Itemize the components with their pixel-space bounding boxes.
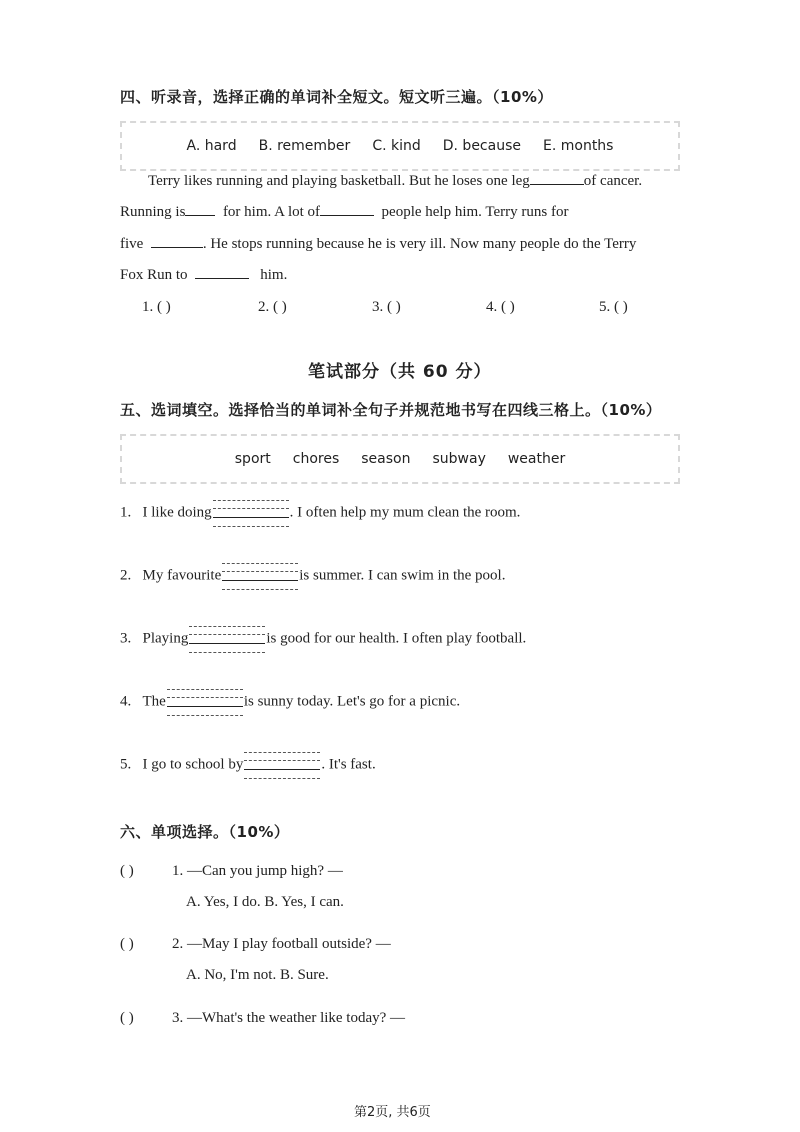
section6-q3-answer-paren[interactable]: ( ) xyxy=(120,1010,134,1026)
word-chores: chores xyxy=(292,451,340,467)
section5-word-box xyxy=(120,434,680,484)
blank-4[interactable] xyxy=(151,246,203,248)
section6-q1-options: A. Yes, I do. B. Yes, I can. xyxy=(186,894,344,910)
answer-3[interactable]: 3. ( ) xyxy=(372,299,401,315)
section5-question-2: 2. My favourite is summer. I can swim in the pool. xyxy=(120,561,505,591)
blank-2[interactable] xyxy=(185,214,215,216)
four-line-grid-2[interactable] xyxy=(222,561,298,591)
answer-2[interactable]: 2. ( ) xyxy=(258,299,287,315)
section4-heading: 四、听录音，选择正确的单词补全短文。短文听三遍。（10%） xyxy=(120,88,553,106)
passage-line-2: Running is for him. A lot of people help him. Terry runs for xyxy=(120,204,569,220)
section6-q2-options: A. No, I'm not. B. Sure. xyxy=(186,967,329,983)
section4-word-box xyxy=(120,121,680,171)
four-line-grid-3[interactable] xyxy=(189,624,265,654)
word-subway: subway xyxy=(432,451,486,467)
answer-4[interactable]: 4. ( ) xyxy=(486,299,515,315)
section6-heading: 六、单项选择。（10%） xyxy=(120,823,290,841)
blank-3[interactable] xyxy=(320,214,374,216)
page-footer: 第2页, 共6页 xyxy=(354,1105,431,1120)
blank-1[interactable] xyxy=(530,183,584,185)
word-season: season xyxy=(361,451,411,467)
passage-line-3: five . He stops running because he is very ill. Now many people do the Terry xyxy=(120,236,637,252)
part-title: 笔试部分（共 60 分） xyxy=(308,362,492,382)
four-line-grid-5[interactable] xyxy=(244,750,320,780)
section5-question-3: 3. Playing is good for our health. I often play football. xyxy=(120,624,526,654)
word-weather: weather xyxy=(507,451,566,467)
option-b: B. remember xyxy=(258,138,351,154)
four-line-grid-4[interactable] xyxy=(167,687,243,717)
option-d: D. because xyxy=(442,138,521,154)
section6-q2-text: 2. —May I play football outside? — xyxy=(172,936,391,952)
section6-q2-answer-paren[interactable]: ( ) xyxy=(120,936,134,952)
section5-question-5: 5. I go to school by . It's fast. xyxy=(120,750,376,780)
four-line-grid-1[interactable] xyxy=(213,498,289,528)
word-sport: sport xyxy=(234,451,271,467)
option-e: E. months xyxy=(543,138,614,154)
section6-q3-text: 3. —What's the weather like today? — xyxy=(172,1010,406,1026)
option-c: C. kind xyxy=(372,138,421,154)
section5-question-4: 4. The is sunny today. Let's go for a picnic. xyxy=(120,687,460,717)
section6-q1-answer-paren[interactable]: ( ) xyxy=(120,863,134,879)
option-a: A. hard xyxy=(186,138,237,154)
section5-heading: 五、选词填空。选择恰当的单词补全句子并规范地书写在四线三格上。（10%） xyxy=(120,401,662,419)
answer-1[interactable]: 1. ( ) xyxy=(142,299,171,315)
passage-line-4: Fox Run to him. xyxy=(120,267,288,283)
blank-5[interactable] xyxy=(195,277,249,279)
answer-5[interactable]: 5. ( ) xyxy=(599,299,628,315)
passage-line-1: Terry likes running and playing basketball. But he loses one leg of cancer. xyxy=(148,173,643,189)
section6-q1-text: 1. —Can you jump high? — xyxy=(172,863,343,879)
section5-question-1: 1. I like doing . I often help my mum clean the room. xyxy=(120,498,520,528)
